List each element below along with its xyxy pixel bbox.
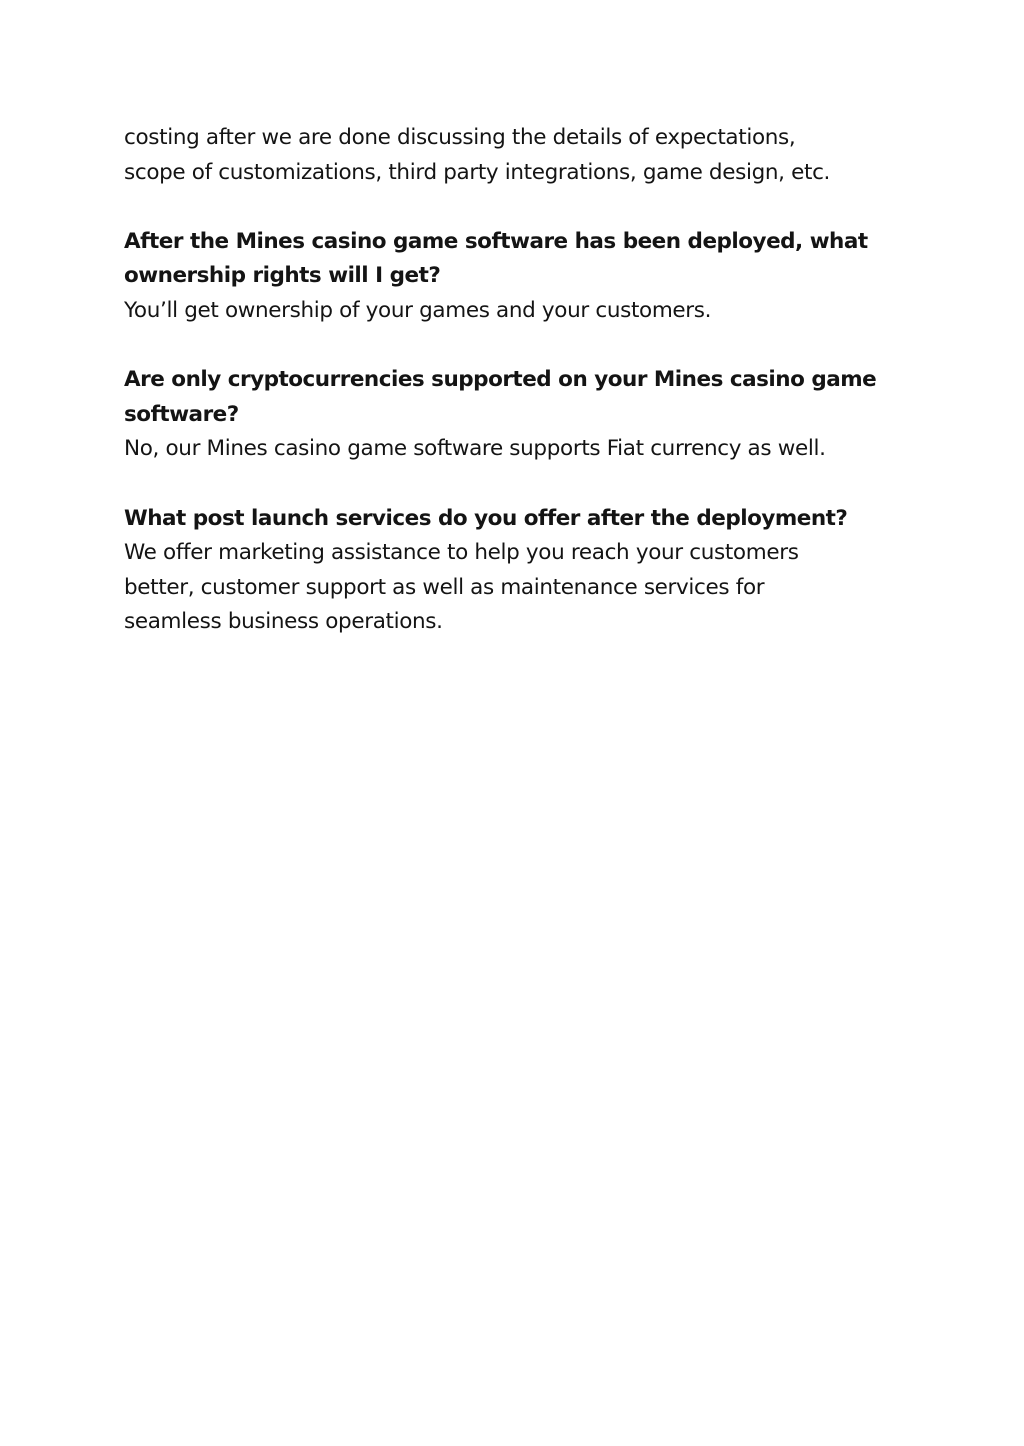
- answer-line: You’ll get ownership of your games and your customers.: [124, 297, 712, 323]
- faq-answer: [124, 432, 924, 467]
- faq-answer: [124, 294, 924, 329]
- document-body: [124, 121, 924, 640]
- answer-line: No, our Mines casino game software supports Fiat currency as well.: [124, 436, 826, 462]
- question-line: software?: [124, 401, 239, 427]
- answer-line: seamless business operations.: [124, 609, 443, 635]
- faq-answer: [124, 536, 924, 640]
- answer-line: better, customer support as well as maintenance services for: [124, 574, 765, 600]
- faq-question: [124, 363, 924, 432]
- intro-line: scope of customizations, third party integrations, game design, etc.: [124, 159, 831, 185]
- question-line: After the Mines casino game software has been deployed, what: [124, 228, 868, 254]
- intro-paragraph: [124, 121, 924, 190]
- faq-question: [124, 225, 924, 294]
- intro-line: costing after we are done discussing the details of expectations,: [124, 125, 796, 150]
- faq-question: [124, 502, 924, 537]
- answer-line: We offer marketing assistance to help you reach your customers: [124, 540, 799, 566]
- question-line: Are only cryptocurrencies supported on your Mines casino game: [124, 367, 877, 393]
- faq-item-currencies: [124, 363, 924, 467]
- faq-item-ownership: [124, 225, 924, 329]
- question-line: ownership rights will I get?: [124, 263, 441, 289]
- faq-item-post-launch: [124, 502, 924, 640]
- question-line: What post launch services do you offer after the deployment?: [124, 505, 848, 531]
